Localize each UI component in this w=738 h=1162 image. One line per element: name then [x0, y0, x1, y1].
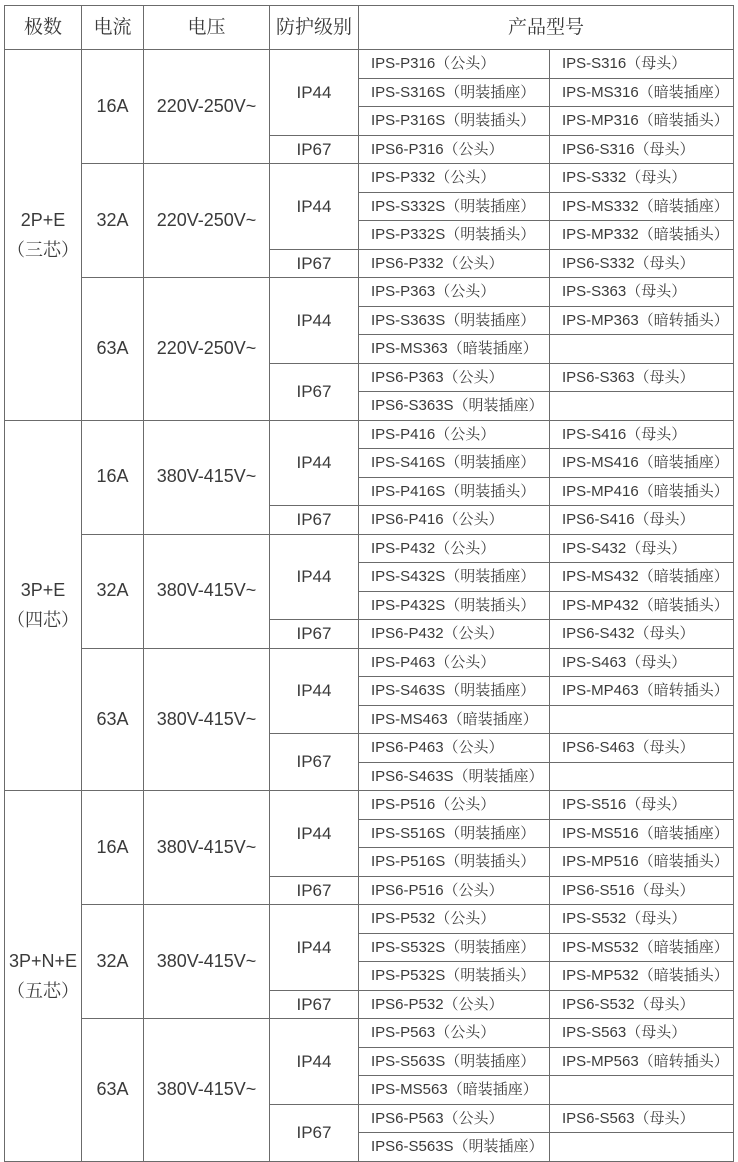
model-cell-right: IPS6-S432（母头）: [550, 620, 734, 649]
model-cell-right: [550, 392, 734, 421]
model-cell-right: IPS6-S316（母头）: [550, 135, 734, 164]
voltage-cell: 380V-415V~: [144, 791, 270, 905]
header-model: 产品型号: [359, 6, 734, 50]
model-cell-right: IPS-S332（母头）: [550, 164, 734, 193]
model-cell-left: IPS6-P463（公头）: [359, 734, 550, 763]
table-row: [5, 905, 734, 934]
model-cell-left: IPS6-P432（公头）: [359, 620, 550, 649]
model-cell-right: IPS-MS516（暗装插座）: [550, 819, 734, 848]
model-cell-left: IPS-P463（公头）: [359, 648, 550, 677]
model-cell-right: IPS6-S563（母头）: [550, 1104, 734, 1133]
protection-cell: IP44: [270, 1019, 359, 1105]
model-cell-right: IPS-MP416（暗装插头）: [550, 477, 734, 506]
voltage-cell: 220V-250V~: [144, 164, 270, 278]
product-spec-table: [4, 5, 734, 1162]
model-cell-right: IPS6-S416（母头）: [550, 506, 734, 535]
model-cell-right: IPS6-S532（母头）: [550, 990, 734, 1019]
voltage-cell: 380V-415V~: [144, 905, 270, 1019]
model-cell-right: IPS-MP463（暗转插头）: [550, 677, 734, 706]
model-cell-left: IPS6-P416（公头）: [359, 506, 550, 535]
protection-cell: IP67: [270, 990, 359, 1019]
model-cell-right: IPS-MS432（暗装插座）: [550, 563, 734, 592]
model-cell-left: IPS-P516S（明装插头）: [359, 848, 550, 877]
model-cell-right: IPS-MS532（暗装插座）: [550, 933, 734, 962]
header-current: 电流: [82, 6, 144, 50]
model-cell-left: IPS-S316S（明装插座）: [359, 78, 550, 107]
pole-cell: 2P+E （三芯）: [5, 50, 82, 421]
pole-cell: 3P+N+E （五芯）: [5, 791, 82, 1162]
model-cell-left: IPS6-P532（公头）: [359, 990, 550, 1019]
model-cell-left: IPS-P316S（明装插头）: [359, 107, 550, 136]
model-cell-right: IPS-MP432（暗装插头）: [550, 591, 734, 620]
table-row: [5, 534, 734, 563]
voltage-cell: 220V-250V~: [144, 278, 270, 421]
model-cell-left: IPS6-P363（公头）: [359, 363, 550, 392]
protection-cell: IP44: [270, 791, 359, 877]
model-cell-left: IPS-P363（公头）: [359, 278, 550, 307]
model-cell-left: IPS-P416（公头）: [359, 420, 550, 449]
table-row: [5, 50, 734, 79]
protection-cell: IP67: [270, 734, 359, 791]
model-cell-right: IPS-S416（母头）: [550, 420, 734, 449]
model-cell-left: IPS6-S563S（明装插座）: [359, 1133, 550, 1162]
protection-cell: IP67: [270, 363, 359, 420]
model-cell-left: IPS-MS363（暗装插座）: [359, 335, 550, 364]
model-cell-left: IPS-S516S（明装插座）: [359, 819, 550, 848]
protection-cell: IP67: [270, 876, 359, 905]
model-cell-left: IPS-P516（公头）: [359, 791, 550, 820]
current-cell: 16A: [82, 791, 144, 905]
table-row: [5, 791, 734, 820]
model-cell-left: IPS-P563（公头）: [359, 1019, 550, 1048]
model-cell-left: IPS6-P563（公头）: [359, 1104, 550, 1133]
model-cell-right: IPS-MP532（暗装插头）: [550, 962, 734, 991]
table-body: [5, 50, 734, 1162]
current-cell: 16A: [82, 50, 144, 164]
current-cell: 32A: [82, 164, 144, 278]
model-cell-left: IPS6-P516（公头）: [359, 876, 550, 905]
current-cell: 32A: [82, 534, 144, 648]
model-cell-right: IPS-S516（母头）: [550, 791, 734, 820]
voltage-cell: 380V-415V~: [144, 1019, 270, 1162]
protection-cell: IP44: [270, 420, 359, 506]
current-cell: 63A: [82, 278, 144, 421]
current-cell: 32A: [82, 905, 144, 1019]
table-row: [5, 420, 734, 449]
model-cell-left: IPS-S432S（明装插座）: [359, 563, 550, 592]
protection-cell: IP44: [270, 50, 359, 136]
protection-cell: IP44: [270, 905, 359, 991]
model-cell-left: IPS-P532（公头）: [359, 905, 550, 934]
model-cell-right: IPS-S532（母头）: [550, 905, 734, 934]
protection-cell: IP67: [270, 620, 359, 649]
model-cell-right: IPS6-S363（母头）: [550, 363, 734, 392]
table-header: [5, 6, 734, 50]
model-cell-right: [550, 762, 734, 791]
model-cell-left: IPS6-P332（公头）: [359, 249, 550, 278]
header-protection: 防护级别: [270, 6, 359, 50]
current-cell: 63A: [82, 648, 144, 791]
model-cell-left: IPS6-P316（公头）: [359, 135, 550, 164]
model-cell-right: IPS-MP316（暗装插头）: [550, 107, 734, 136]
protection-cell: IP44: [270, 278, 359, 364]
table-row: [5, 164, 734, 193]
model-cell-right: [550, 1133, 734, 1162]
model-cell-right: IPS-MS316（暗装插座）: [550, 78, 734, 107]
model-cell-left: IPS-S463S（明装插座）: [359, 677, 550, 706]
model-cell-left: IPS-S363S（明装插座）: [359, 306, 550, 335]
model-cell-right: IPS-MS332（暗装插座）: [550, 192, 734, 221]
voltage-cell: 380V-415V~: [144, 648, 270, 791]
voltage-cell: 380V-415V~: [144, 534, 270, 648]
pole-cell: 3P+E （四芯）: [5, 420, 82, 791]
model-cell-left: IPS6-S363S（明装插座）: [359, 392, 550, 421]
model-cell-right: [550, 335, 734, 364]
protection-cell: IP44: [270, 534, 359, 620]
model-cell-left: IPS-P332S（明装插头）: [359, 221, 550, 250]
voltage-cell: 220V-250V~: [144, 50, 270, 164]
model-cell-left: IPS-P432（公头）: [359, 534, 550, 563]
model-cell-left: IPS-MS563（暗装插座）: [359, 1076, 550, 1105]
model-cell-left: IPS6-S463S（明装插座）: [359, 762, 550, 791]
model-cell-right: [550, 1076, 734, 1105]
protection-cell: IP67: [270, 1104, 359, 1161]
model-cell-left: IPS-S332S（明装插座）: [359, 192, 550, 221]
protection-cell: IP67: [270, 506, 359, 535]
model-cell-right: IPS-S432（母头）: [550, 534, 734, 563]
model-cell-left: IPS-P316（公头）: [359, 50, 550, 79]
model-cell-left: IPS-P532S（明装插头）: [359, 962, 550, 991]
voltage-cell: 380V-415V~: [144, 420, 270, 534]
model-cell-right: IPS-MP363（暗转插头）: [550, 306, 734, 335]
model-cell-left: IPS-S416S（明装插座）: [359, 449, 550, 478]
model-cell-left: IPS-MS463（暗装插座）: [359, 705, 550, 734]
model-cell-right: IPS-S316（母头）: [550, 50, 734, 79]
model-cell-right: IPS-S563（母头）: [550, 1019, 734, 1048]
model-cell-left: IPS-S563S（明装插座）: [359, 1047, 550, 1076]
model-cell-right: [550, 705, 734, 734]
model-cell-right: IPS6-S332（母头）: [550, 249, 734, 278]
model-cell-right: IPS-S363（母头）: [550, 278, 734, 307]
model-cell-left: IPS-P332（公头）: [359, 164, 550, 193]
model-cell-right: IPS-MP516（暗装插头）: [550, 848, 734, 877]
model-cell-left: IPS-P432S（明装插头）: [359, 591, 550, 620]
protection-cell: IP44: [270, 164, 359, 250]
model-cell-left: IPS-S532S（明装插座）: [359, 933, 550, 962]
model-cell-right: IPS-S463（母头）: [550, 648, 734, 677]
table-row: [5, 648, 734, 677]
current-cell: 16A: [82, 420, 144, 534]
model-cell-right: IPS-MP332（暗装插头）: [550, 221, 734, 250]
model-cell-right: IPS-MP563（暗转插头）: [550, 1047, 734, 1076]
header-pole: 极数: [5, 6, 82, 50]
model-cell-left: IPS-P416S（明装插头）: [359, 477, 550, 506]
protection-cell: IP67: [270, 135, 359, 164]
header-voltage: 电压: [144, 6, 270, 50]
model-cell-right: IPS6-S463（母头）: [550, 734, 734, 763]
model-cell-right: IPS6-S516（母头）: [550, 876, 734, 905]
protection-cell: IP44: [270, 648, 359, 734]
current-cell: 63A: [82, 1019, 144, 1162]
protection-cell: IP67: [270, 249, 359, 278]
table-row: [5, 1019, 734, 1048]
model-cell-right: IPS-MS416（暗装插座）: [550, 449, 734, 478]
table-row: [5, 278, 734, 307]
